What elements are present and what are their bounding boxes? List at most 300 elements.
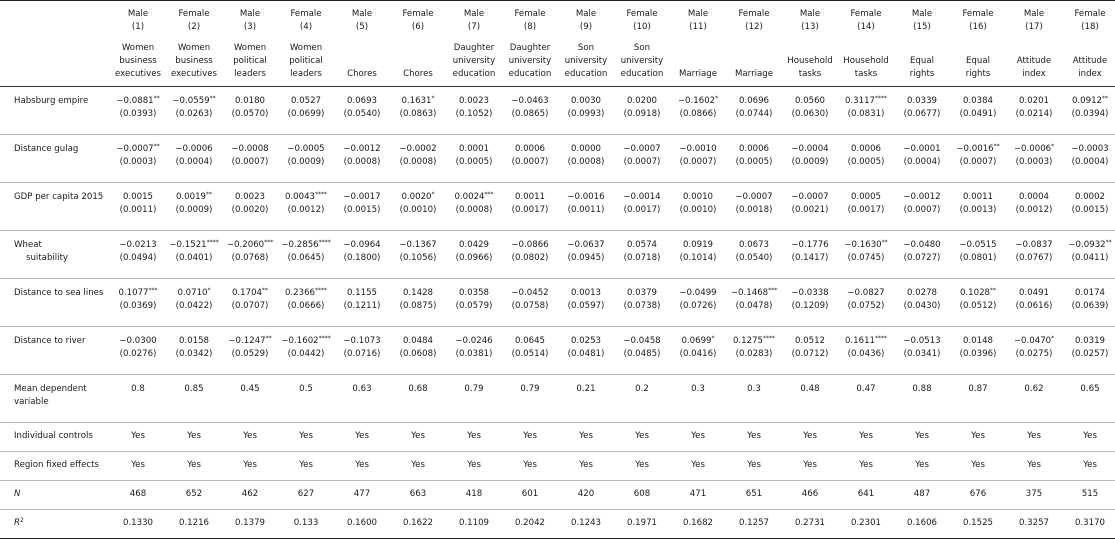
coefficient-cell bbox=[1062, 86, 1115, 134]
coefficient-cell bbox=[558, 134, 614, 182]
control-value: Yes bbox=[243, 430, 257, 441]
column-number: (17) bbox=[1025, 22, 1043, 33]
coefficient-cell bbox=[950, 86, 1006, 134]
coefficient-cell bbox=[558, 230, 614, 278]
coefficient-cell bbox=[278, 278, 334, 326]
mean-value: 0.2 bbox=[635, 383, 649, 394]
column-number: (3) bbox=[243, 22, 257, 33]
outcome-label-line: executives bbox=[114, 69, 162, 80]
standard-error: (0.0003) bbox=[1015, 156, 1053, 167]
coefficient: −0.0006 bbox=[175, 143, 213, 154]
coefficient-cell bbox=[446, 326, 502, 374]
coefficient-cell bbox=[390, 134, 446, 182]
observations-value: 601 bbox=[521, 488, 539, 499]
standard-error: (0.0005) bbox=[847, 156, 885, 167]
coefficient: −0.0007 bbox=[735, 191, 773, 202]
fixed-effects-value: Yes bbox=[299, 459, 313, 470]
outcome-label-line: university bbox=[508, 55, 552, 66]
observations-value: 471 bbox=[689, 488, 707, 499]
outcome-label bbox=[614, 36, 670, 86]
outcome-label bbox=[334, 36, 390, 86]
coefficient: −0.0559 bbox=[172, 95, 210, 106]
significance-stars: * bbox=[207, 286, 211, 294]
fixed-effects-value: Yes bbox=[1083, 459, 1097, 470]
standard-error: (0.0801) bbox=[959, 252, 997, 263]
standard-error: (0.0416) bbox=[679, 348, 717, 359]
standard-error: (0.0004) bbox=[903, 156, 941, 167]
coefficient: 0.0358 bbox=[458, 287, 490, 298]
control-value: Yes bbox=[411, 430, 425, 441]
mean-value: 0.85 bbox=[184, 383, 204, 394]
fixed-effects-value: Yes bbox=[467, 459, 481, 470]
standard-error: (0.0540) bbox=[343, 108, 381, 119]
coefficient-cell bbox=[446, 134, 502, 182]
control-value: Yes bbox=[971, 430, 985, 441]
outcome-label-line: university bbox=[452, 55, 496, 66]
coefficient-cell bbox=[894, 134, 950, 182]
standard-error: (0.0007) bbox=[511, 156, 549, 167]
coefficient: 0.0011 bbox=[962, 191, 994, 202]
sex-label: Female bbox=[626, 9, 658, 19]
coefficient: 0.0004 bbox=[1018, 191, 1050, 202]
standard-error: (0.0283) bbox=[735, 348, 773, 359]
coefficient-cell bbox=[950, 230, 1006, 278]
coefficient-cell bbox=[166, 182, 222, 230]
coefficient-cell bbox=[110, 182, 166, 230]
column-number: (9) bbox=[579, 22, 593, 33]
outcome-label-line: Household bbox=[843, 55, 889, 66]
coefficient: −0.0008 bbox=[231, 143, 269, 154]
coefficient: −0.0515 bbox=[959, 239, 997, 250]
mean-value: 0.88 bbox=[912, 383, 932, 394]
coefficient: −0.0866 bbox=[511, 239, 549, 250]
observations-value: 420 bbox=[577, 488, 595, 499]
fixed-effects-value: Yes bbox=[131, 459, 145, 470]
r-squared-value: 0.1971 bbox=[626, 517, 658, 528]
coefficient: 0.0002 bbox=[1074, 191, 1106, 202]
table-row bbox=[0, 278, 1115, 326]
coefficient: 0.0180 bbox=[234, 95, 266, 106]
outcome-label bbox=[502, 36, 558, 86]
coefficient: 0.1077 bbox=[118, 287, 149, 298]
outcome-label bbox=[1006, 36, 1062, 86]
standard-error: (0.0579) bbox=[455, 300, 493, 311]
coefficient: 0.0491 bbox=[1018, 287, 1050, 298]
coefficient-cell bbox=[894, 182, 950, 230]
fixed-effects-value: Yes bbox=[803, 459, 817, 470]
coefficient-cell bbox=[894, 278, 950, 326]
column-number: (5) bbox=[355, 22, 369, 33]
sex-label: Male bbox=[239, 9, 261, 19]
corner-cell bbox=[0, 1, 110, 22]
standard-error: (0.0712) bbox=[791, 348, 829, 359]
coefficient: 0.3117 bbox=[844, 95, 876, 106]
standard-error: (0.0007) bbox=[623, 156, 661, 167]
coefficient: −0.1630 bbox=[844, 239, 882, 250]
standard-error: (0.0007) bbox=[959, 156, 997, 167]
significance-stars: * bbox=[711, 334, 715, 342]
coefficient: −0.0003 bbox=[1071, 143, 1109, 154]
r-squared-value: 0.1109 bbox=[458, 517, 490, 528]
coefficient: −0.0881 bbox=[116, 95, 154, 106]
coefficient: −0.1468 bbox=[730, 287, 769, 298]
outcome-label-line: business bbox=[119, 55, 157, 66]
coefficient: 0.0512 bbox=[794, 335, 826, 346]
fixed-effects-value: Yes bbox=[915, 459, 929, 470]
coefficient-cell bbox=[222, 230, 278, 278]
coefficient: 0.0015 bbox=[122, 191, 154, 202]
standard-error: (0.0009) bbox=[175, 204, 213, 215]
coefficient-cell bbox=[1062, 230, 1115, 278]
coefficient-cell bbox=[670, 134, 726, 182]
coefficient-cell bbox=[670, 86, 726, 134]
outcome-label-line: education bbox=[452, 69, 496, 80]
coefficient-cell bbox=[502, 230, 558, 278]
coefficient: 0.0429 bbox=[458, 239, 490, 250]
standard-error: (0.0478) bbox=[735, 300, 773, 311]
r-squared-value: 0.1216 bbox=[178, 517, 210, 528]
outcome-label-line: Chores bbox=[403, 69, 433, 80]
mean-value: 0.3 bbox=[691, 383, 705, 394]
standard-error: (0.0010) bbox=[399, 204, 437, 215]
coefficient: 0.0699 bbox=[681, 335, 712, 346]
coefficient-cell bbox=[390, 326, 446, 374]
coefficient: −0.1521 bbox=[169, 239, 207, 250]
coefficient: −0.1776 bbox=[791, 239, 829, 250]
coefficient: 0.0278 bbox=[906, 287, 938, 298]
coefficient-cell bbox=[278, 230, 334, 278]
coefficient-cell bbox=[334, 278, 390, 326]
row-label: N bbox=[14, 488, 21, 499]
significance-stars: * bbox=[715, 94, 719, 102]
row-label bbox=[0, 182, 110, 230]
control-value: Yes bbox=[187, 430, 201, 441]
outcome-label-line: education bbox=[564, 69, 608, 80]
outcome-label-line: political bbox=[233, 55, 267, 66]
fixed-effects-value: Yes bbox=[1027, 459, 1041, 470]
coefficient-cell bbox=[222, 134, 278, 182]
coefficient-cell bbox=[782, 230, 838, 278]
r-squared-value: 0.1379 bbox=[234, 517, 266, 528]
observations-value: 466 bbox=[801, 488, 819, 499]
standard-error: (0.0005) bbox=[455, 156, 493, 167]
significance-stars: **** bbox=[315, 286, 328, 294]
coefficient: −0.0016 bbox=[956, 143, 994, 154]
coefficient: 0.0010 bbox=[682, 191, 714, 202]
standard-error: (0.0866) bbox=[679, 108, 717, 119]
outcome-label-line: Marriage bbox=[735, 69, 773, 80]
coefficient-cell bbox=[502, 278, 558, 326]
column-number: (8) bbox=[523, 22, 537, 33]
significance-stars: **** bbox=[206, 238, 219, 246]
sex-label: Male bbox=[911, 9, 933, 19]
outcome-label bbox=[782, 36, 838, 86]
coefficient: −0.0964 bbox=[343, 239, 381, 250]
mean-value: 0.62 bbox=[1024, 383, 1044, 394]
standard-error: (0.0004) bbox=[175, 156, 213, 167]
control-value: Yes bbox=[131, 430, 145, 441]
coefficient: 0.0379 bbox=[626, 287, 658, 298]
coefficient: 0.0645 bbox=[514, 335, 546, 346]
region-fixed-effects-row bbox=[0, 451, 1115, 480]
column-number: (14) bbox=[857, 22, 875, 33]
coefficient: −0.0012 bbox=[343, 143, 381, 154]
standard-error: (0.1052) bbox=[455, 108, 493, 119]
coefficient: −0.0010 bbox=[679, 143, 717, 154]
standard-error: (0.0744) bbox=[735, 108, 773, 119]
coefficient-cell bbox=[894, 326, 950, 374]
observations-value: 477 bbox=[353, 488, 371, 499]
mean-value: 0.21 bbox=[576, 383, 596, 394]
coefficient: 0.0200 bbox=[626, 95, 658, 106]
sex-label: Female bbox=[1074, 9, 1106, 19]
coefficient: 0.0339 bbox=[906, 95, 938, 106]
coefficient: −0.0338 bbox=[791, 287, 829, 298]
outcome-label bbox=[1062, 36, 1115, 86]
coefficient-cell bbox=[278, 326, 334, 374]
observations-value: 375 bbox=[1025, 488, 1043, 499]
outcome-label bbox=[166, 36, 222, 86]
coefficient-cell bbox=[446, 278, 502, 326]
control-value: Yes bbox=[579, 430, 593, 441]
standard-error: (0.0393) bbox=[119, 108, 157, 119]
coefficient: −0.0480 bbox=[903, 239, 941, 250]
standard-error: (0.0752) bbox=[847, 300, 885, 311]
coefficient: −0.0006 bbox=[1013, 143, 1052, 154]
standard-error: (0.0411) bbox=[1071, 252, 1109, 263]
mean-value: 0.8 bbox=[131, 383, 145, 394]
coefficient-cell bbox=[726, 134, 782, 182]
coefficient-cell bbox=[838, 86, 894, 134]
coefficient: 0.0158 bbox=[178, 335, 210, 346]
coefficient: −0.2060 bbox=[226, 239, 265, 250]
outcome-label-line: Equal bbox=[910, 55, 934, 66]
fixed-effects-value: Yes bbox=[971, 459, 985, 470]
row-label-line: Distance to sea lines bbox=[14, 287, 104, 298]
coefficient-cell bbox=[670, 230, 726, 278]
significance-stars: ** bbox=[153, 94, 160, 102]
row-label-line: Wheat bbox=[14, 239, 42, 250]
r-squared-value: 0.1606 bbox=[906, 517, 938, 528]
coefficient-cell bbox=[390, 182, 446, 230]
coefficient-cell bbox=[278, 134, 334, 182]
outcome-label-line: Chores bbox=[347, 69, 377, 80]
standard-error: (0.0341) bbox=[903, 348, 941, 359]
standard-error: (0.0012) bbox=[1015, 204, 1053, 215]
coefficient-cell bbox=[670, 326, 726, 374]
standard-error: (0.0993) bbox=[567, 108, 605, 119]
standard-error: (0.0012) bbox=[287, 204, 325, 215]
standard-error: (0.0011) bbox=[567, 204, 605, 215]
r-squared-value: 0.1622 bbox=[402, 517, 434, 528]
coefficient: −0.0005 bbox=[287, 143, 325, 154]
coefficient-cell bbox=[950, 134, 1006, 182]
standard-error: (0.0570) bbox=[231, 108, 269, 119]
table-row bbox=[0, 326, 1115, 374]
significance-stars: * bbox=[1051, 142, 1055, 150]
r-squared-row bbox=[0, 509, 1115, 538]
coefficient-cell bbox=[390, 86, 446, 134]
coefficient-cell bbox=[110, 326, 166, 374]
coefficient: −0.0213 bbox=[119, 239, 157, 250]
observations-value: 663 bbox=[409, 488, 427, 499]
coefficient-cell bbox=[446, 182, 502, 230]
row-label-line: Habsburg empire bbox=[14, 95, 89, 106]
significance-stars: ** bbox=[153, 142, 160, 150]
coefficient-cell bbox=[1062, 182, 1115, 230]
standard-error: (0.0008) bbox=[455, 204, 493, 215]
r-squared-value: 0.1682 bbox=[682, 517, 714, 528]
mean-value: 0.5 bbox=[299, 383, 313, 394]
sex-label: Female bbox=[178, 9, 210, 19]
coefficient-cell bbox=[726, 86, 782, 134]
mean-value: 0.79 bbox=[464, 383, 484, 394]
coefficient: −0.0017 bbox=[343, 191, 381, 202]
outcome-label-line: Son bbox=[577, 42, 595, 53]
coefficient-cell bbox=[334, 134, 390, 182]
coefficient-cell bbox=[222, 278, 278, 326]
significance-stars: **** bbox=[315, 190, 328, 198]
outcome-label-line: Son bbox=[633, 42, 651, 53]
coefficient-cell bbox=[1006, 182, 1062, 230]
sex-header-row bbox=[0, 1, 1115, 22]
outcome-label-line: Equal bbox=[966, 55, 990, 66]
significance-stars: * bbox=[431, 94, 435, 102]
standard-error: (0.0918) bbox=[623, 108, 661, 119]
significance-stars: ** bbox=[1102, 94, 1109, 102]
row-label: Individual controls bbox=[14, 430, 93, 441]
coefficient-cell bbox=[670, 182, 726, 230]
coefficient: 0.0020 bbox=[401, 191, 432, 202]
coefficient-cell bbox=[110, 278, 166, 326]
column-number: (4) bbox=[299, 22, 313, 33]
coefficient-cell bbox=[950, 182, 1006, 230]
column-number: (16) bbox=[969, 22, 987, 33]
standard-error: (0.0442) bbox=[287, 348, 325, 359]
outcome-label-line: Marriage bbox=[679, 69, 717, 80]
fixed-effects-value: Yes bbox=[859, 459, 873, 470]
coefficient: 0.0030 bbox=[570, 95, 602, 106]
coefficient-cell bbox=[166, 230, 222, 278]
row-label-line: GDP per capita 2015 bbox=[14, 191, 104, 202]
fixed-effects-value: Yes bbox=[355, 459, 369, 470]
coefficient-cell bbox=[502, 326, 558, 374]
standard-error: (0.0966) bbox=[455, 252, 493, 263]
sex-label: Female bbox=[402, 9, 434, 19]
coefficient-cell bbox=[222, 86, 278, 134]
standard-error: (0.0011) bbox=[119, 204, 157, 215]
coefficient-cell bbox=[838, 326, 894, 374]
coefficient: 0.0696 bbox=[738, 95, 770, 106]
coefficient: −0.1367 bbox=[399, 239, 437, 250]
sex-label: Male bbox=[575, 9, 597, 19]
coefficient-cell bbox=[782, 326, 838, 374]
standard-error: (0.0494) bbox=[119, 252, 157, 263]
coefficient: 0.0001 bbox=[458, 143, 490, 154]
coefficient-cell bbox=[726, 230, 782, 278]
control-value: Yes bbox=[691, 430, 705, 441]
standard-error: (0.0727) bbox=[903, 252, 941, 263]
mean-value: 0.87 bbox=[968, 383, 988, 394]
row-label bbox=[0, 134, 110, 182]
coefficient-cell bbox=[614, 182, 670, 230]
coefficient: 0.0560 bbox=[794, 95, 826, 106]
observations-value: 487 bbox=[913, 488, 931, 499]
standard-error: (0.0401) bbox=[175, 252, 213, 263]
standard-error: (0.0381) bbox=[455, 348, 493, 359]
standard-error: (0.0875) bbox=[399, 300, 437, 311]
coefficient-cell bbox=[390, 278, 446, 326]
coefficient: 0.0673 bbox=[738, 239, 770, 250]
observations-value: 608 bbox=[633, 488, 651, 499]
standard-error: (0.0436) bbox=[847, 348, 885, 359]
coefficient-cell bbox=[1006, 278, 1062, 326]
sex-label: Male bbox=[799, 9, 821, 19]
coefficient-cell bbox=[838, 278, 894, 326]
significance-stars: *** bbox=[264, 238, 274, 246]
significance-stars: *** bbox=[148, 286, 158, 294]
outcome-label-line: Household bbox=[787, 55, 833, 66]
outcome-label-line: index bbox=[1022, 69, 1046, 80]
standard-error: (0.0745) bbox=[847, 252, 885, 263]
coefficient: −0.0246 bbox=[455, 335, 493, 346]
coefficient-cell bbox=[1006, 86, 1062, 134]
coefficient: 0.0253 bbox=[570, 335, 602, 346]
outcome-label-line: education bbox=[508, 69, 552, 80]
standard-error: (0.0369) bbox=[119, 300, 157, 311]
row-label-line: Mean dependent bbox=[14, 383, 87, 394]
standard-error: (0.1056) bbox=[399, 252, 437, 263]
coefficient-cell bbox=[950, 278, 1006, 326]
standard-error: (0.0802) bbox=[511, 252, 549, 263]
coefficient: 0.2366 bbox=[284, 287, 316, 298]
coefficient: −0.1073 bbox=[343, 335, 381, 346]
sex-label: Female bbox=[290, 9, 322, 19]
coefficient-cell bbox=[614, 134, 670, 182]
coefficient-cell bbox=[1006, 326, 1062, 374]
outcome-label bbox=[894, 36, 950, 86]
coefficient: 0.1631 bbox=[401, 95, 432, 106]
mean-value: 0.63 bbox=[352, 383, 372, 394]
r-squared-value: 0.3257 bbox=[1018, 517, 1050, 528]
standard-error: (0.0275) bbox=[1015, 348, 1053, 359]
significance-stars: ** bbox=[262, 286, 269, 294]
significance-stars: *** bbox=[484, 190, 494, 198]
significance-stars: ** bbox=[993, 142, 1000, 150]
coefficient-cell bbox=[726, 182, 782, 230]
mean-value: 0.48 bbox=[800, 383, 820, 394]
significance-stars: ** bbox=[990, 286, 997, 294]
coefficient-cell bbox=[110, 230, 166, 278]
row-label bbox=[0, 278, 110, 326]
coefficient: 0.1275 bbox=[732, 335, 764, 346]
coefficient: 0.0011 bbox=[514, 191, 546, 202]
standard-error: (0.0677) bbox=[903, 108, 941, 119]
coefficient-cell bbox=[726, 326, 782, 374]
sex-label: Male bbox=[351, 9, 373, 19]
r-squared-value: 0.1243 bbox=[570, 517, 602, 528]
standard-error: (0.0020) bbox=[231, 204, 269, 215]
standard-error: (0.0007) bbox=[679, 156, 717, 167]
coefficient-cell bbox=[502, 182, 558, 230]
row-label bbox=[0, 374, 110, 422]
significance-stars: **** bbox=[318, 238, 331, 246]
outcome-label-line: Women bbox=[177, 42, 211, 53]
standard-error: (0.0007) bbox=[903, 204, 941, 215]
significance-stars: ** bbox=[265, 334, 272, 342]
standard-error: (0.0013) bbox=[959, 204, 997, 215]
coefficient: 0.0005 bbox=[850, 191, 882, 202]
